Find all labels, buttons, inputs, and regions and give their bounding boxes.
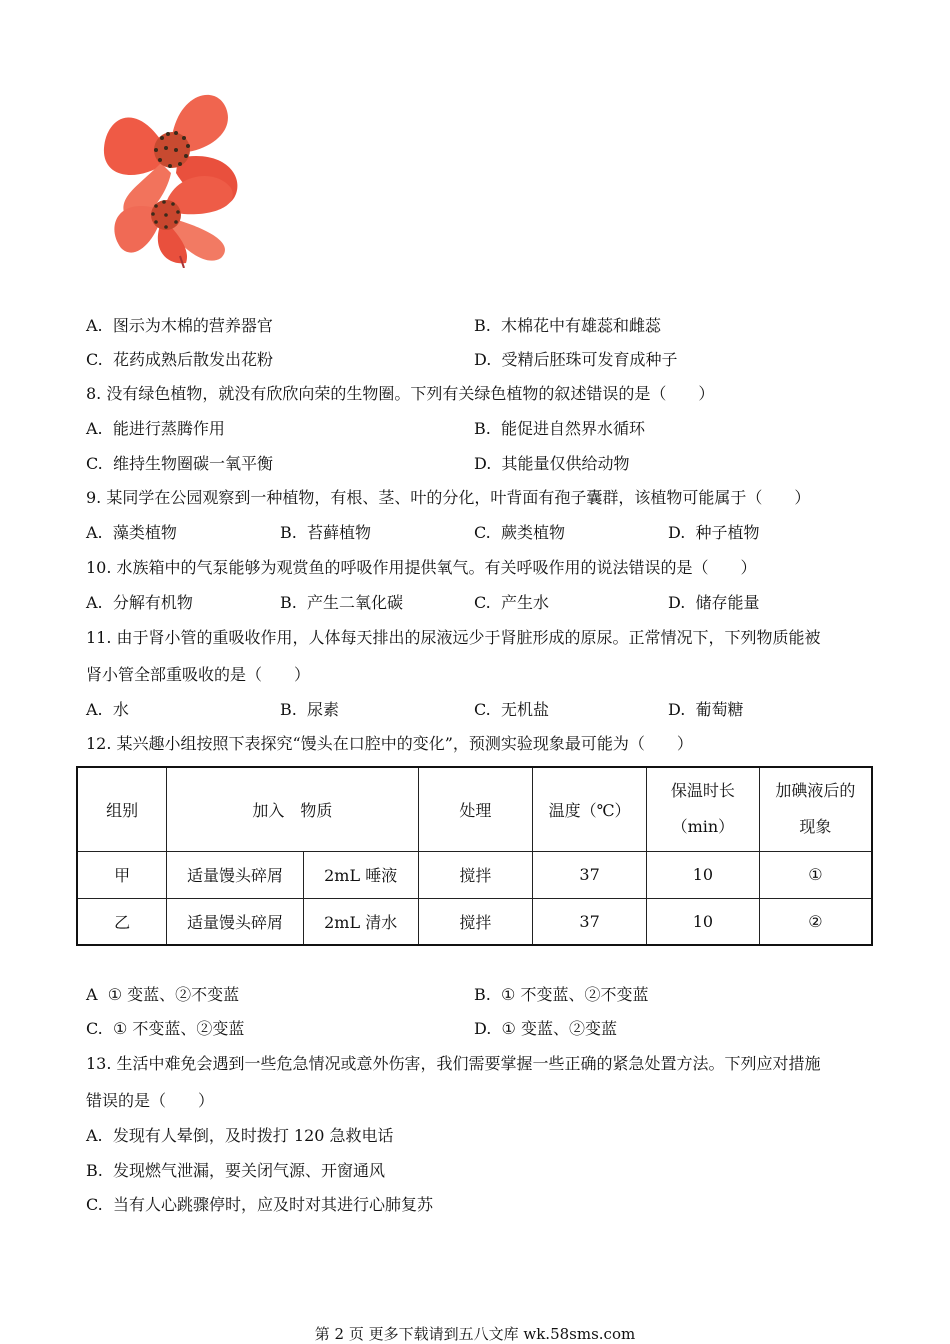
q7-option-a: A. 图示为木棉的营养器官	[86, 316, 273, 335]
q7-option-d: D. 受精后胚珠可发育成种子	[474, 350, 678, 369]
cell-item1: 适量馒头碎屑	[167, 898, 304, 945]
q10-option-a: A. 分解有机物	[86, 593, 193, 612]
table-row	[77, 898, 872, 945]
header-time: 保温时长 （min）	[646, 767, 759, 851]
q9-option-a: A. 藻类植物	[86, 523, 177, 542]
q13-stem-line1: 13. 生活中难免会遇到一些危急情况或意外伤害，我们需要掌握一些正确的紧急处置方法。下列应对措施	[86, 1054, 821, 1073]
q7-option-c: C. 花药成熟后散发出花粉	[86, 350, 273, 369]
page-footer: 第 2 页 更多下载请到五八文库 wk.58sms.com	[314, 1325, 636, 1343]
q10-option-c: C. 产生水	[474, 593, 549, 612]
cell-item2: 2mL 清水	[303, 898, 418, 945]
cell-temp: 37	[533, 851, 647, 898]
header-process: 处理	[418, 767, 533, 851]
q7-option-b: B. 木棉花中有雄蕊和雌蕊	[474, 316, 662, 335]
q12-option-c: C. ① 不变蓝、②变蓝	[86, 1019, 245, 1038]
cell-process: 搅拌	[418, 898, 533, 945]
cell-process: 搅拌	[418, 851, 533, 898]
header-temp: 温度（℃）	[533, 767, 647, 851]
q9-stem: 9. 某同学在公园观察到一种植物，有根、茎、叶的分化，叶背面有孢子囊群，该植物可能属于（ ）	[86, 488, 811, 507]
q8-option-b: B. 能促进自然界水循环	[474, 419, 646, 438]
cell-item2: 2mL 唾液	[303, 851, 418, 898]
q9-option-c: C. 蕨类植物	[474, 523, 565, 542]
experiment-table	[76, 766, 873, 946]
q12-option-d: D. ① 变蓝、②变蓝	[474, 1019, 617, 1038]
kapok-flower-image	[96, 78, 256, 268]
q8-option-c: C. 维持生物圈碳一氧平衡	[86, 454, 273, 473]
cell-time: 10	[646, 851, 759, 898]
q11-option-d: D. 葡萄糖	[668, 700, 744, 719]
q13-option-a: A. 发现有人晕倒，及时拨打 120 急救电话	[86, 1126, 394, 1145]
q11-stem-line1: 11. 由于肾小管的重吸收作用，人体每天排出的尿液远少于肾脏形成的原尿。正常情况下，下列物质能被	[86, 628, 821, 647]
header-result: 加碘液后的 现象	[759, 767, 872, 851]
cell-result: ①	[759, 851, 872, 898]
cell-item1: 适量馒头碎屑	[167, 851, 304, 898]
q10-option-d: D. 储存能量	[668, 593, 760, 612]
cell-group: 甲	[77, 851, 167, 898]
header-add: 加入 物质	[167, 767, 418, 851]
cell-result: ②	[759, 898, 872, 945]
cell-group: 乙	[77, 898, 167, 945]
q12-option-b: B. ① 不变蓝、②不变蓝	[474, 985, 649, 1004]
q8-option-d: D. 其能量仅供给动物	[474, 454, 630, 473]
q11-option-c: C. 无机盐	[474, 700, 549, 719]
q12-stem: 12. 某兴趣小组按照下表探究“馒头在口腔中的变化”，预测实验现象最可能为（ ）	[86, 734, 693, 753]
q12-option-a: A ① 变蓝、②不变蓝	[86, 985, 240, 1004]
cell-temp: 37	[533, 898, 647, 945]
q8-stem: 8. 没有绿色植物，就没有欣欣向荣的生物圈。下列有关绿色植物的叙述错误的是（ ）	[86, 384, 715, 403]
q11-option-b: B. 尿素	[280, 700, 340, 719]
q9-option-d: D. 种子植物	[668, 523, 760, 542]
q11-stem-line2: 肾小管全部重吸收的是（ ）	[86, 665, 311, 684]
q10-stem: 10. 水族箱中的气泵能够为观赏鱼的呼吸作用提供氧气。有关呼吸作用的说法错误的是（ ）	[86, 558, 757, 577]
header-group: 组别	[77, 767, 167, 851]
q8-option-a: A. 能进行蒸腾作用	[86, 419, 225, 438]
flower-lower	[114, 176, 232, 268]
q11-option-a: A. 水	[86, 700, 129, 719]
q13-stem-line2: 错误的是（ ）	[86, 1091, 215, 1110]
q13-option-b: B. 发现燃气泄漏，要关闭气源、开窗通风	[86, 1161, 386, 1180]
q13-option-c: C. 当有人心跳骤停时，应及时对其进行心肺复苏	[86, 1195, 433, 1214]
table-header-row	[77, 767, 872, 851]
cell-time: 10	[646, 898, 759, 945]
q9-option-b: B. 苔藓植物	[280, 523, 372, 542]
q10-option-b: B. 产生二氧化碳	[280, 593, 404, 612]
table-row	[77, 851, 872, 898]
